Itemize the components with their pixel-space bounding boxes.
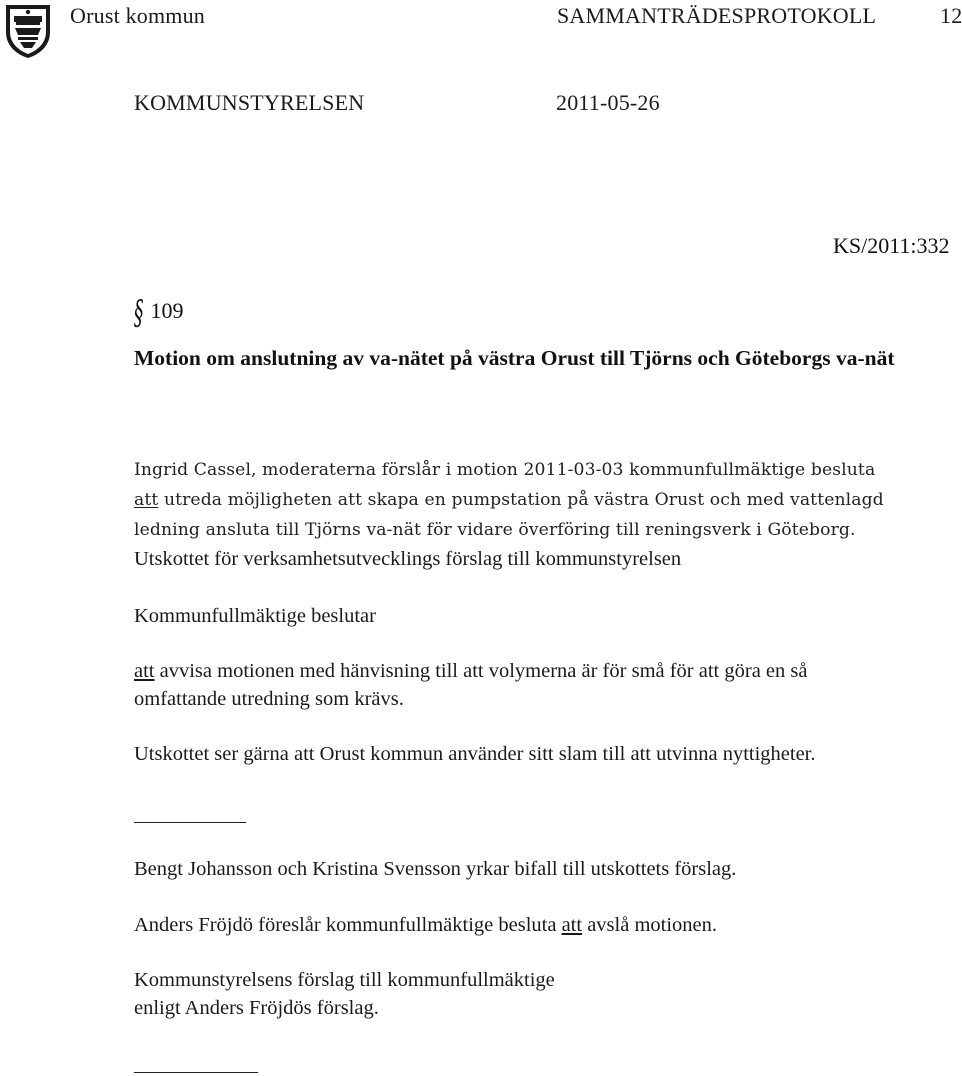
council-decides: Kommunfullmäktige beslutar xyxy=(134,605,376,627)
motion-support: Bengt Johansson och Kristina Svensson yrkar bifall till utskottets förslag. xyxy=(134,858,737,880)
committee-note: Utskottet ser gärna att Orust kommun använder sitt slam till att utvinna nyttigheter. xyxy=(134,743,816,765)
paragraph-number: 109 xyxy=(150,298,184,323)
meeting-date: 2011-05-26 xyxy=(556,90,660,115)
decision-line-1-text: avvisa motionen med hänvisning till att volymerna är för små för att göra en så xyxy=(154,660,808,682)
section-symbol: § xyxy=(134,293,144,333)
motion-reject-text-end: avslå motionen. xyxy=(582,914,718,936)
intro-line-1: Ingrid Cassel, moderaterna förslår i motion 2011-03-03 kommunfullmäktige besluta xyxy=(134,460,876,480)
committee-heading: Utskottet för verksamhetsutvecklings förslag till kommunstyrelsen xyxy=(134,548,682,570)
municipality-name: Orust kommun xyxy=(70,3,206,28)
board-name: KOMMUNSTYRELSEN xyxy=(134,90,365,115)
intro-line-2-text: utreda möjligheten att skapa en pumpstation på västra Orust och med vattenlagd xyxy=(158,490,884,510)
page-title: Motion om anslutning av va-nätet på västra Orust till Tjörns och Göteborgs va-nät xyxy=(134,346,895,370)
municipal-coat-of-arms-icon xyxy=(2,2,54,60)
page-number: 12 xyxy=(940,3,962,28)
att-keyword: att xyxy=(134,490,159,510)
document-type: SAMMANTRÄDESPROTOKOLL xyxy=(557,3,877,28)
att-keyword: att xyxy=(561,914,583,936)
separator-line xyxy=(134,1072,258,1073)
decision-line-2: omfattande utredning som krävs. xyxy=(134,688,404,710)
decision-line-1 xyxy=(134,657,807,685)
intro-line-2 xyxy=(134,485,884,515)
case-number: KS/2011:332 xyxy=(833,233,950,258)
paragraph-heading xyxy=(134,287,184,333)
board-proposal-line-2: enligt Anders Fröjdös förslag. xyxy=(134,997,379,1019)
motion-reject-text: Anders Fröjdö föreslår kommunfullmäktige besluta xyxy=(134,914,562,936)
separator-line xyxy=(134,822,246,823)
att-keyword: att xyxy=(134,660,155,682)
motion-reject xyxy=(134,911,717,939)
intro-line-3: ledning ansluta till Tjörns va-nät för vidare överföring till reningsverk i Göteborg. xyxy=(134,520,856,540)
board-proposal-line-1: Kommunstyrelsens förslag till kommunfullmäktige xyxy=(134,969,555,991)
